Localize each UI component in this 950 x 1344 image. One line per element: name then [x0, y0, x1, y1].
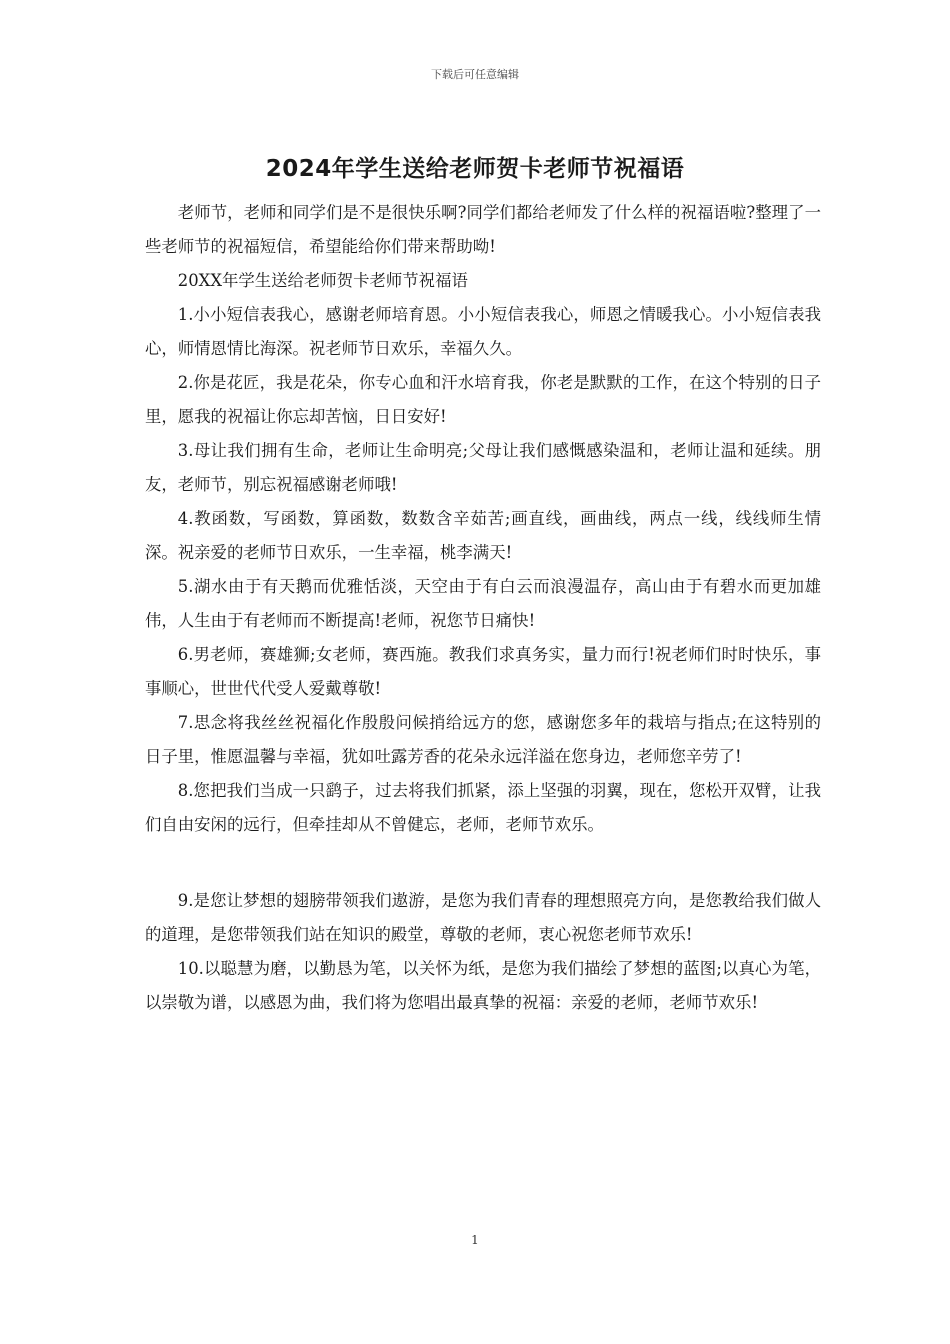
document-body	[145, 196, 821, 1020]
list-item: 8.您把我们当成一只鹞子，过去将我们抓紧，添上坚强的羽翼，现在，您松开双臂，让我们自由安闲的远行，但牵挂却从不曾健忘，老师，老师节欢乐。	[145, 781, 821, 834]
list-item: 10.以聪慧为磨，以勤恳为笔，以关怀为纸，是您为我们描绘了梦想的蓝图;以真心为笔，以崇敬为谱，以感恩为曲，我们将为您唱出最真挚的祝福：亲爱的老师，老师节欢乐!	[145, 959, 821, 1012]
intro-paragraph: 老师节，老师和同学们是不是很快乐啊?同学们都给老师发了什么样的祝福语啦?整理了一些老师节的祝福短信，希望能给你们带来帮助呦!	[145, 203, 821, 256]
subheading: 20XX年学生送给老师贺卡老师节祝福语	[177, 271, 468, 290]
paragraph-spacer	[145, 842, 821, 884]
list-item: 4.教函数，写函数，算函数，数数含辛茹苦;画直线，画曲线，两点一线，线线师生情深。祝亲爱的老师节日欢乐，一生幸福，桃李满天!	[145, 509, 821, 562]
list-item: 2.你是花匠，我是花朵，你专心血和汗水培育我，你老是默默的工作，在这个特别的日子里，愿我的祝福让你忘却苦恼，日日安好!	[145, 373, 821, 426]
document-title: 2024年学生送给老师贺卡老师节祝福语	[265, 156, 685, 182]
page-header: 下载后可任意编辑	[431, 68, 519, 81]
list-item: 7.思念将我丝丝祝福化作殷殷问候捎给远方的您，感谢您多年的栽培与指点;在这特别的日子里，惟愿温馨与幸福，犹如吐露芳香的花朵永远洋溢在您身边，老师您辛劳了!	[145, 713, 821, 766]
list-item: 6.男老师，赛雄狮;女老师，赛西施。教我们求真务实，量力而行!祝老师们时时快乐，事事顺心，世世代代受人爱戴尊敬!	[145, 645, 821, 698]
list-item: 9.是您让梦想的翅膀带领我们遨游，是您为我们青春的理想照亮方向，是您教给我们做人的道理，是您带领我们站在知识的殿堂，尊敬的老师，衷心祝您老师节欢乐!	[145, 891, 821, 944]
list-item: 3.母让我们拥有生命，老师让生命明亮;父母让我们感慨感染温和，老师让温和延续。朋友，老师节，别忘祝福感谢老师哦!	[145, 441, 821, 494]
list-item: 5.湖水由于有天鹅而优雅恬淡，天空由于有白云而浪漫温存，高山由于有碧水而更加雄伟，人生由于有老师而不断提高!老师，祝您节日痛快!	[145, 577, 821, 630]
page-number: 1	[471, 1233, 479, 1247]
list-item: 1.小小短信表我心，感谢老师培育恩。小小短信表我心，师恩之情暖我心。小小短信表我心，师情恩情比海深。祝老师节日欢乐，幸福久久。	[145, 305, 821, 358]
